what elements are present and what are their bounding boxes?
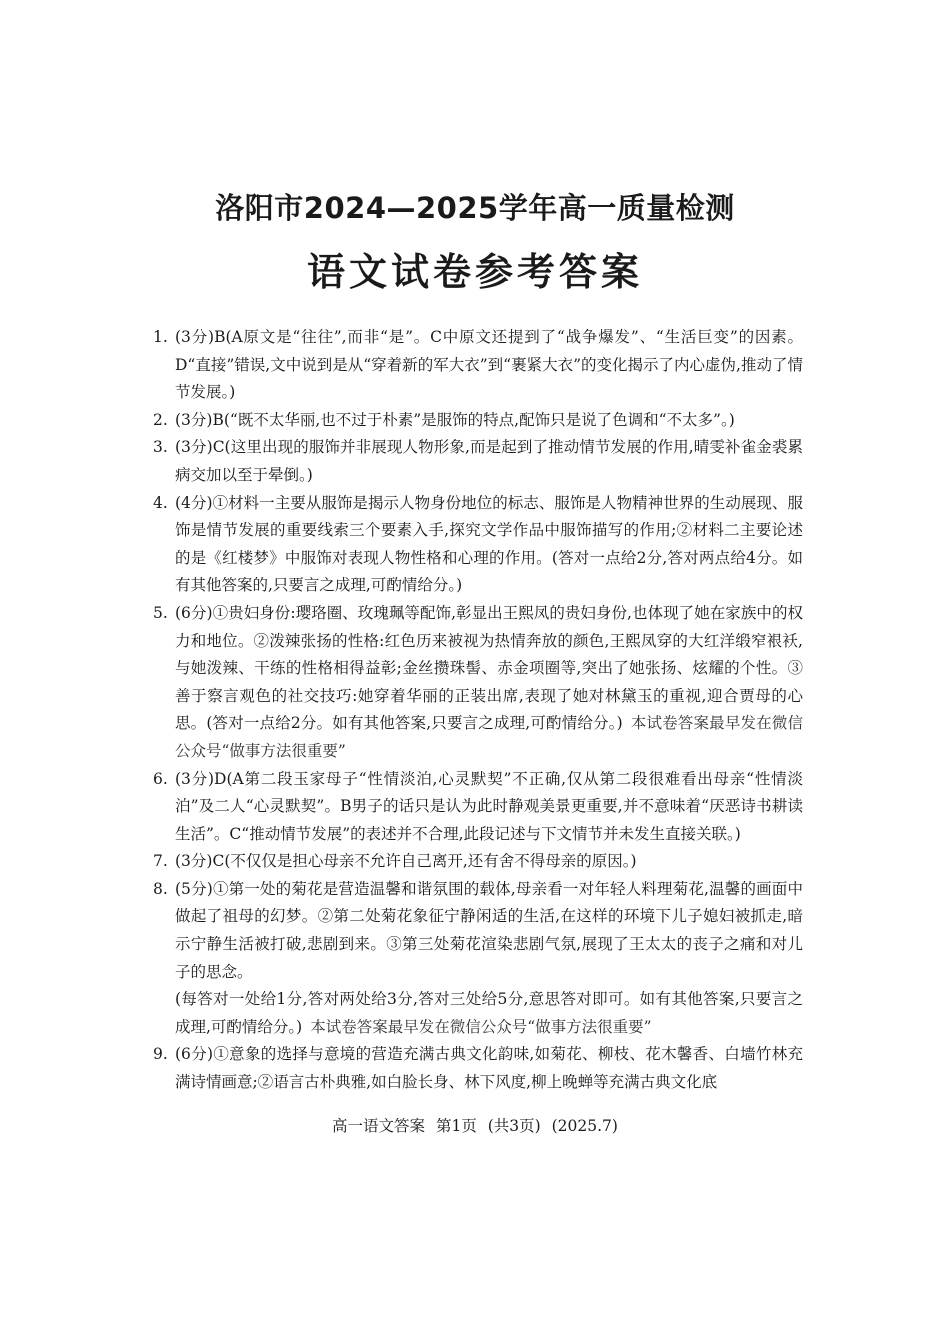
answer-item-9 bbox=[153, 1041, 803, 1096]
answer-text: (3分)B(A原文是“往往”,而非“是”。C中原文还提到了“战争爆发”、“生活巨变”的因素。D“直接”错误,文中说到是从“穿着新的军大衣”到“裹紧大衣”的变化揭示了内心虚伪,推动了情节发展。) bbox=[175, 328, 803, 402]
answer-number: 4. bbox=[153, 493, 168, 512]
scoring-note: (每答对一处给1分,答对两处给3分,答对三处给5分,意思答对即可。如有其他答案,只要言之成理,可酌情给分。) bbox=[175, 990, 803, 1036]
answer-number: 1. bbox=[153, 328, 168, 346]
answer-item-8-note bbox=[153, 986, 803, 1041]
answer-number: 7. bbox=[153, 852, 168, 871]
answer-text: (5分)①第一处的菊花是营造温馨和谐氛围的载体,母亲看一对年轻人料理菊花,温馨的画面中做起了祖母的幻梦。②第二处菊花象征宁静闲适的生活,在这样的环境下儿子媳妇被抓走,暗示宁静生活被打破,悲剧到来。③第三处菊花渲染悲剧气氛,展现了王太太的丧子之痛和对儿子的思念。 bbox=[175, 879, 803, 981]
answer-text: (3分)C(这里出现的服饰并非展现人物形象,而是起到了推动情节发展的作用,晴雯补雀金裘累病交加以至于晕倒。) bbox=[175, 438, 803, 484]
answer-text: (6分)①意象的选择与意境的营造充满古典文化韵味,如菊花、柳枝、花木馨香、白墙竹林充满诗情画意;②语言古朴典雅,如白脸长身、林下风度,柳上晚蝉等充满古典文化底 bbox=[175, 1045, 803, 1092]
answer-item-6 bbox=[153, 766, 803, 849]
answer-text: (6分)①贵妇身份:璎珞圈、玫瑰珮等配饰,彰显出王熙凤的贵妇身份,也体现了她在家族中的权力和地位。②泼辣张扬的性格:红色历来被视为热情奔放的颜色,王熙凤穿的大红洋缎窄裉袄,与她泼辣、干练的性格相得益彰;金丝攒珠髻、赤金项圈等,突出了她张扬、炫耀的个性。③善于察言观色的社交技巧:她穿着华丽的正装出席,表现了她对林黛玉的重视,迎合贾母的心思。(答对一点给2分。如有其他答案,只要言之成理,可酌情给分。) bbox=[175, 603, 803, 733]
answer-item-7 bbox=[153, 848, 803, 876]
answer-list bbox=[153, 324, 803, 1097]
answer-number: 8. bbox=[153, 879, 168, 898]
answer-number: 9. bbox=[153, 1045, 168, 1064]
answer-item-3 bbox=[153, 434, 803, 489]
answer-text: (3分)C(不仅仅是担心母亲不允许自己离开,还有舍不得母亲的原因。) bbox=[175, 852, 637, 871]
answer-number: 2. bbox=[153, 410, 168, 429]
watermark-text: 本试卷答案最早发在微信公众号“做事方法很重要” bbox=[310, 1017, 652, 1036]
answer-item-2 bbox=[153, 407, 803, 435]
page-title: 洛阳市2024—2025学年高一质量检测 bbox=[215, 191, 735, 225]
answer-item-8 bbox=[153, 876, 803, 986]
page-subtitle: 语文试卷参考答案 bbox=[306, 249, 643, 294]
answer-item-4 bbox=[153, 490, 803, 600]
page-footer: 高一语文答案 第1页 (共3页) (2025.7) bbox=[332, 1117, 618, 1135]
answer-number: 6. bbox=[153, 769, 168, 788]
watermark-text: 本试卷答案最早发在微信公众号“做事方法很重要” bbox=[175, 714, 803, 760]
answer-number: 5. bbox=[153, 603, 168, 622]
answer-item-1 bbox=[153, 324, 803, 407]
answer-number: 3. bbox=[153, 438, 168, 457]
answer-text: (3分)B(“既不太华丽,也不过于朴素”是服饰的特点,配饰只是说了色调和“不太多”。) bbox=[175, 410, 735, 429]
answer-text: (4分)①材料一主要从服饰是揭示人物身份地位的标志、服饰是人物精神世界的生动展现、服饰是情节发展的重要线索三个要素入手,探究文学作品中服饰描写的作用;②材料二主要论述的是《红楼梦》中服饰对表现人物性格和心理的作用。(答对一点给2分,答对两点给4分。如有其他答案的,只要言之成理,可酌情给分。) bbox=[175, 493, 803, 595]
answer-text: (3分)D(A第二段玉家母子“性情淡泊,心灵默契”不正确,仅从第二段很难看出母亲“性情淡泊”及二人“心灵默契”。B男子的话只是认为此时静观美景更重要,并不意味着“厌恶诗书耕读生活”。C“推动情节发展”的表述并不合理,此段记述与下文情节并未发生直接关联。) bbox=[175, 769, 803, 843]
answer-item-5 bbox=[153, 600, 803, 766]
